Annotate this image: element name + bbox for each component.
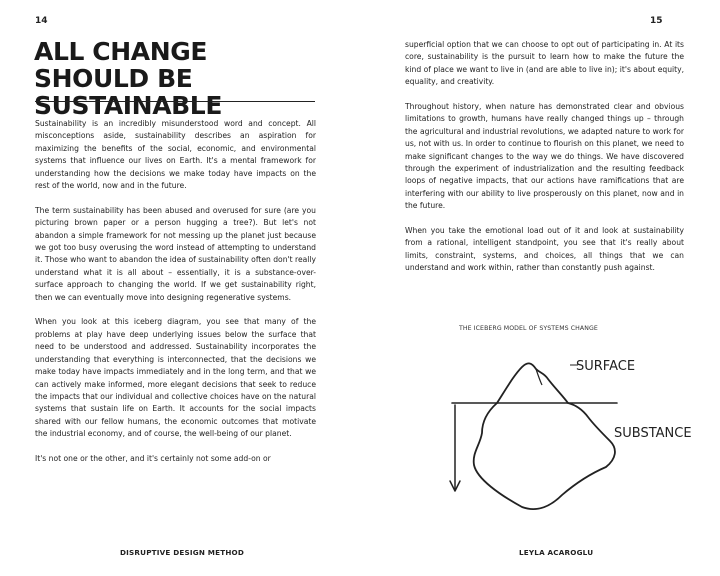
footer-author: LEYLA ACAROGLU: [519, 548, 594, 557]
chapter-title: ALL CHANGE SHOULD BE SUSTAINABLE: [34, 37, 223, 120]
paragraph: superficial option that we can choose to opt out of participating in. At its core, sustainability is the pursuit to learn how to make the future the kind of place we want to live in (and are able to live in); it's about equity, equality, and creativity.: [405, 40, 684, 87]
paragraph: The term sustainability has been abused and overused for sure (are you picturing brown paper or a person hugging a tree?). But let's not abandon a simple framework for not messing up the planet just because we got too busy overusing the word instead of attempting to understand it. Those who want to abandon the idea of sustainability often don't really understand what it is all about – essentially, it is a substance-over-surface approach to changing the world. If we get sustainability right, then we can eventually move into designing regenerative systems.: [35, 205, 316, 302]
paragraph: When you look at this iceberg diagram, you see that many of the problems at play have deep underlying issues below the surface that need to be understood and addressed. Sustainability incorporates the understanding that everything is interconnected, that the decisions we make today have impacts immediately and in the long term, and that we can actively make informed, more elegant decisions that seek to reduce the impacts that our individual and collective choices have on the natural systems that sustain life on Earth. It accounts for the social impacts shared with our fellow humans, the economic outcomes that motivate the industrial economy, and of course, the well-being of our planet.: [35, 317, 316, 439]
paragraph: It's not one or the other, and it's certainly not some add-on or: [35, 453, 271, 463]
paragraph: Throughout history, when nature has demonstrated clear and obvious limitations to growth, humans have really changed things up – through the agricultural and industrial revolutions, we adapted nature to work for us, not with us. In order to continue to flourish on this planet, we need to make significant changes to the way we do things. We have discovered through the experiment of industrialization and the resulting feedback loops of negative impacts, that our actions have ramifications that are interfering with our ability to live prosperously on this planet, now and in the future.: [405, 102, 684, 211]
page-number-left: 14: [35, 16, 48, 26]
left-body-text: [35, 118, 316, 478]
paragraph: When you take the emotional load out of it and look at sustainability from a rational, intelligent standpoint, you see that it's really about limits, constraint, systems, and choices, all things that we can understand and work within, rather than constantly push against.: [405, 226, 684, 273]
right-body-text: [405, 39, 684, 287]
iceberg-tip: [497, 363, 568, 403]
label-surface: SURFACE: [576, 359, 636, 374]
footer-book-title: DISRUPTIVE DESIGN METHOD: [120, 548, 245, 557]
label-substance: SUBSTANCE: [614, 426, 692, 441]
page-number-right: 15: [650, 16, 663, 26]
iceberg-submerged: [474, 403, 615, 509]
figure-caption: THE ICEBERG MODEL OF SYSTEMS CHANGE: [459, 325, 598, 332]
paragraph: Sustainability is an incredibly misunderstood word and concept. All misconceptions aside, sustainability describes an aspiration for maximizing the benefits of the social, economic, and environmental systems that influence our lives on Earth. It's a mental framework for understanding how the decisions we make today have impacts on the rest of the world, now and in the future.: [35, 119, 316, 191]
title-divider: [35, 101, 315, 102]
iceberg-diagram: [442, 345, 692, 525]
